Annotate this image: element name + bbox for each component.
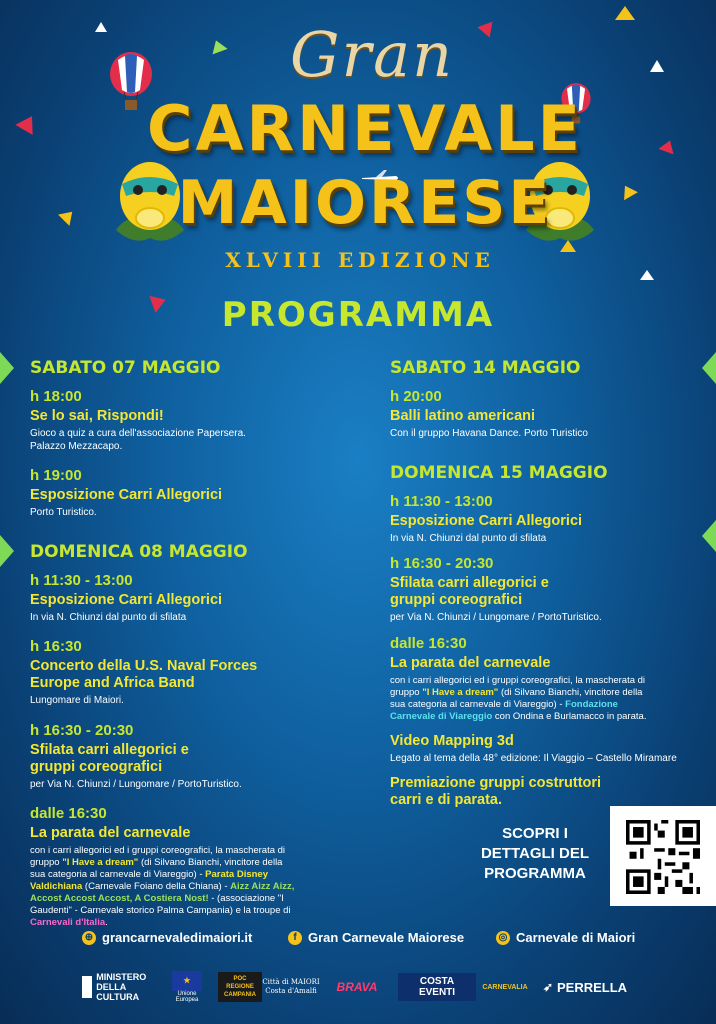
edition-label: XLVIII EDIZIONE	[225, 248, 495, 272]
logo-maiori: Città di MAIORI Costa d'Amalfi	[262, 978, 320, 995]
event-title: Esposizione Carri Allegorici	[30, 487, 223, 503]
parata-description: con i carri allegorici ed i gruppi coreografici, la mascherata di gruppo "I Have a dream" (di Silvano Bianchi, vincitore della sua categoria al carnevale di Viareggio) - Fondazione Carnevale di Viareggio con Ondina e Burlamacco in parata.	[390, 674, 647, 722]
event-description: In via N. Chiunzi dal punto di sfilata	[390, 532, 547, 544]
event-time: h 11:30 - 13:00	[390, 492, 493, 510]
website-label: grancarnevaledimaiori.it	[102, 930, 253, 945]
event-time: h 18:00	[30, 388, 82, 405]
event-description: Con il gruppo Havana Dance. Porto Turistico	[390, 428, 588, 439]
day-block	[390, 358, 685, 441]
logo-perrella: ➶ PERRELLA	[542, 979, 628, 995]
event-time: h 16:30 - 20:30	[390, 555, 494, 572]
right-schedule-column	[390, 358, 685, 823]
event-title: Balli latino americani	[390, 408, 536, 424]
logo-regione: POC REGIONE CAMPANIA	[218, 970, 262, 1004]
event-description: Porto Turistico.	[30, 507, 97, 518]
instagram-icon: ◎	[496, 931, 510, 945]
left-arrow-marker	[0, 352, 14, 384]
logo-brand5: BRAVA	[336, 980, 378, 994]
right-arrow-marker	[702, 520, 716, 552]
event-description: per Via N. Chiunzi / Lungomare / PortoTuristico.	[390, 612, 602, 623]
instagram-link[interactable]	[496, 930, 635, 945]
event-title: Esposizione Carri Allegorici	[390, 512, 583, 529]
facebook-label: Gran Carnevale Maiorese	[308, 930, 465, 945]
logo-carnevalia: CARNEVALIA	[482, 983, 528, 991]
event-header	[0, 0, 716, 300]
eu-flag-icon: ★	[172, 971, 202, 991]
event-time: dalle 16:30	[30, 805, 107, 822]
event-item	[390, 555, 685, 625]
runner-icon: ➶	[542, 980, 553, 994]
logo-ue: ★ Unione Europea	[168, 970, 206, 1004]
day-heading: DOMENICA 15 MAGGIO	[390, 462, 608, 483]
event-description: Legato al tema della 48° edizione: Il Viaggio – Castello Miramare	[390, 752, 677, 764]
event-description: In via N. Chiunzi dal punto di sfilata	[30, 611, 187, 623]
event-time: h 16:30	[30, 638, 82, 655]
event-title: Se lo sai, Rispondi!	[30, 408, 164, 424]
event-item	[390, 388, 685, 441]
globe-icon: ⊕	[82, 931, 96, 945]
qr-code[interactable]	[610, 806, 716, 906]
event-item	[30, 467, 330, 520]
event-title: Concerto della U.S. Naval Forces Europe and Africa Band	[30, 658, 258, 691]
day-block	[390, 463, 685, 810]
day-block	[30, 358, 330, 520]
section-title: PROGRAMMA	[221, 295, 495, 335]
day-heading: DOMENICA 08 MAGGIO	[30, 541, 248, 562]
facebook-link[interactable]	[288, 930, 464, 945]
event-title: La parata del carnevale	[390, 654, 551, 671]
parata-description: con i carri allegorici ed i gruppi coreografici, la mascherata di gruppo "I Have a dream" (di Silvano Bianchi, vincitore della sua categoria al carnevale di Viareggio) - Parata Disney Valdichiana (Carnevale Foiano della Chiana) - Aizz Aizz Aizz, Accost Accost Accost, A Costiera Nost! - (associazione "I Gaudenti" - Carnevale storico Palma Campania) e la troupe di Carnevali d'Italia.	[30, 845, 295, 928]
day-block	[30, 542, 330, 930]
event-item	[30, 572, 330, 625]
event-title: Video Mapping 3d	[390, 732, 514, 749]
event-title: Esposizione Carri Allegorici	[30, 591, 223, 608]
cta-text: SCOPRI I DETTAGLI DEL PROGRAMMA	[480, 825, 590, 882]
title-carnevale: CARNEVALE	[146, 92, 584, 165]
event-description: Gioco a quiz a cura dell'associazione Papersera. Palazzo Mezzacapo.	[30, 428, 246, 452]
title-maiorese: MAIORESE	[177, 168, 553, 238]
day-heading: SABATO 14 MAGGIO	[390, 358, 581, 378]
event-description: per Via N. Chiunzi / Lungomare / PortoTuristico.	[30, 778, 242, 790]
right-arrow-marker	[702, 352, 716, 384]
ministero-emblem-icon	[82, 976, 92, 998]
event-item	[390, 493, 685, 546]
instagram-label: Carnevale di Maiori	[516, 930, 636, 945]
footer-links	[0, 930, 716, 958]
event-time: dalle 16:30	[390, 634, 467, 652]
title-gran: Gran	[290, 18, 455, 91]
logo-ministero: MINISTERO DELLA CULTURA	[82, 970, 156, 1004]
qr-code-icon	[626, 820, 700, 894]
website-link[interactable]	[82, 930, 252, 945]
event-title: Sfilata carri allegorici e gruppi coreografici	[30, 741, 189, 775]
event-item	[30, 388, 330, 453]
event-time: h 20:00	[390, 388, 442, 405]
sponsor-logos	[0, 970, 716, 1010]
event-time: h 16:30 - 20:30	[30, 721, 134, 739]
event-title: Premiazione gruppi costruttori carri e di parata.	[390, 775, 602, 808]
day-heading: SABATO 07 MAGGIO	[30, 358, 221, 378]
left-schedule-column	[30, 358, 330, 943]
logo-costa-eventi: COSTA EVENTI	[398, 970, 476, 1004]
event-time: h 11:30 - 13:00	[30, 571, 133, 589]
event-item	[390, 635, 685, 723]
event-item	[30, 805, 330, 929]
event-title: Sfilata carri allegorici e gruppi coreografici	[390, 575, 549, 608]
event-item	[390, 775, 685, 809]
event-title: La parata del carnevale	[30, 825, 191, 841]
event-time: h 19:00	[30, 467, 82, 484]
event-item	[30, 722, 330, 792]
event-description: Lungomare di Maiori.	[30, 695, 124, 706]
left-arrow-marker	[0, 535, 14, 567]
facebook-icon: f	[288, 931, 302, 945]
event-item	[30, 638, 330, 708]
event-item	[390, 733, 685, 766]
